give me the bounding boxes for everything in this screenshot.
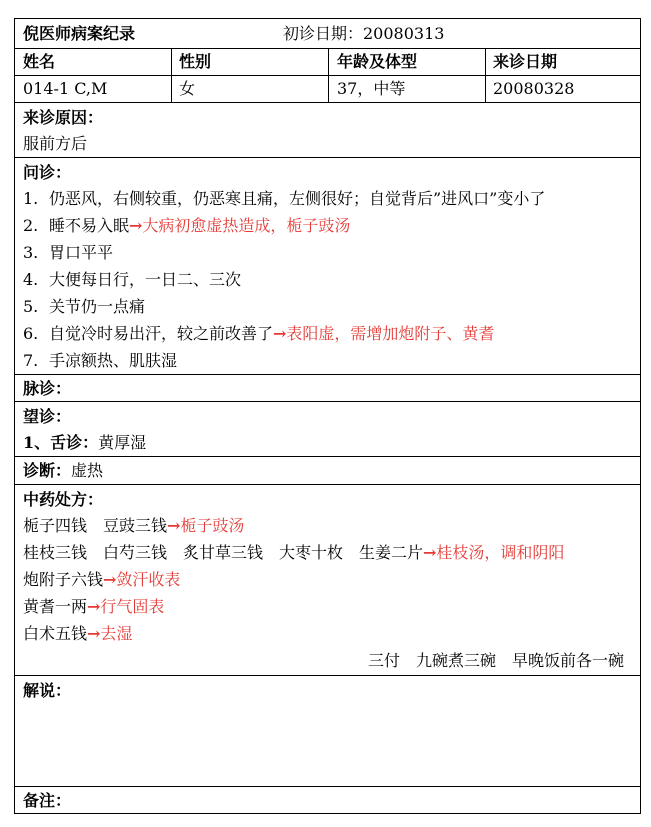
info-divider <box>328 49 329 75</box>
info-divider <box>328 76 329 102</box>
patient-gender: 女 <box>179 79 196 98</box>
inquiry-item: 2. 睡不易入眠→大病初愈虚热造成，栀子豉汤 <box>23 216 351 235</box>
first-visit-label: 初诊日期： <box>283 24 364 43</box>
tongue-label: 1、舌诊： <box>23 433 99 452</box>
arrow-icon: → <box>423 543 437 562</box>
remarks-section <box>15 787 640 813</box>
inquiry-item: 4. 大便每日行，一日二、三次 <box>23 270 242 289</box>
prescription-line: 栀子四钱 豆豉三钱→栀子豉汤 <box>23 516 245 535</box>
patient-age: 37，中等 <box>337 79 406 98</box>
reason-section <box>15 103 640 158</box>
prescription-line: 桂枝三钱 白芍三钱 炙甘草三钱 大枣十枚 生姜二片→桂枝汤，调和阴阳 <box>23 543 565 562</box>
age-header: 年龄及体型 <box>337 52 418 71</box>
patient-id: 014-1 C,M <box>23 79 108 98</box>
arrow-icon: → <box>273 324 287 343</box>
prescription-note: 栀子豉汤 <box>180 516 245 535</box>
explanation-label: 解说： <box>23 681 72 700</box>
inquiry-section <box>15 158 640 375</box>
observation-section <box>15 402 640 457</box>
prescription-label: 中药处方： <box>23 490 104 509</box>
diagnosis-label: 诊断： <box>23 461 72 480</box>
diagnosis-section <box>15 457 640 485</box>
name-header: 姓名 <box>23 52 56 71</box>
header-row <box>15 19 640 49</box>
tongue-text: 黄厚湿 <box>98 433 147 452</box>
info-header-row <box>15 49 640 76</box>
inquiry-item: 5. 关节仍一点痛 <box>23 297 146 316</box>
reason-label: 来诊原因： <box>23 108 104 127</box>
inquiry-item: 7. 手凉额热、肌肤湿 <box>23 351 178 370</box>
info-divider <box>485 49 486 75</box>
inquiry-note: 表阳虚，需增加炮附子、黄耆 <box>286 324 495 343</box>
reason-text: 服前方后 <box>23 134 88 153</box>
arrow-icon: → <box>129 216 143 235</box>
arrow-icon: → <box>87 624 101 643</box>
gender-header: 性别 <box>179 52 212 71</box>
arrow-icon: → <box>103 570 117 589</box>
observation-label: 望诊： <box>23 407 72 426</box>
arrow-icon: → <box>167 516 181 535</box>
prescription-note: 行气固表 <box>100 597 165 616</box>
first-visit-date: 20080313 <box>363 24 445 43</box>
info-divider <box>171 76 172 102</box>
explanation-section <box>15 676 640 787</box>
arrow-icon: → <box>87 597 101 616</box>
inquiry-item: 3. 胃口平平 <box>23 243 114 262</box>
remarks-label: 备注： <box>23 791 72 810</box>
prescription-line: 炮附子六钱→敛汗收表 <box>23 570 181 589</box>
info-divider <box>171 49 172 75</box>
inquiry-item: 1. 仍恶风，右侧较重，仍恶寒且痛，左侧很好；自觉背后”进风口”变小了 <box>23 189 546 208</box>
visit-date-header: 来诊日期 <box>493 52 558 71</box>
prescription-note: 敛汗收表 <box>116 570 181 589</box>
prescription-line: 黄耆一两→行气固表 <box>23 597 165 616</box>
inquiry-item: 6. 自觉冷时易出汗，较之前改善了→表阳虚，需增加炮附子、黄耆 <box>23 324 495 343</box>
prescription-note: 桂枝汤，调和阴阳 <box>436 543 565 562</box>
pulse-label: 脉诊： <box>23 379 72 398</box>
inquiry-label: 问诊： <box>23 163 72 182</box>
medical-record-sheet <box>14 18 641 814</box>
record-title: 倪医师病案纪录 <box>23 24 136 43</box>
tongue-line <box>23 433 146 453</box>
diagnosis-text: 虚热 <box>71 461 104 480</box>
dosage-instructions: 三付 九碗煮三碗 早晚饭前各一碗 <box>367 651 624 670</box>
prescription-note: 去湿 <box>100 624 133 643</box>
prescription-section <box>15 485 640 676</box>
visit-date: 20080328 <box>493 79 575 98</box>
inquiry-note: 大病初愈虚热造成，栀子豉汤 <box>142 216 351 235</box>
info-divider <box>485 76 486 102</box>
pulse-section <box>15 375 640 402</box>
info-value-row <box>15 76 640 103</box>
diagnosis-line <box>23 461 103 481</box>
prescription-line: 白术五钱→去湿 <box>23 624 133 643</box>
